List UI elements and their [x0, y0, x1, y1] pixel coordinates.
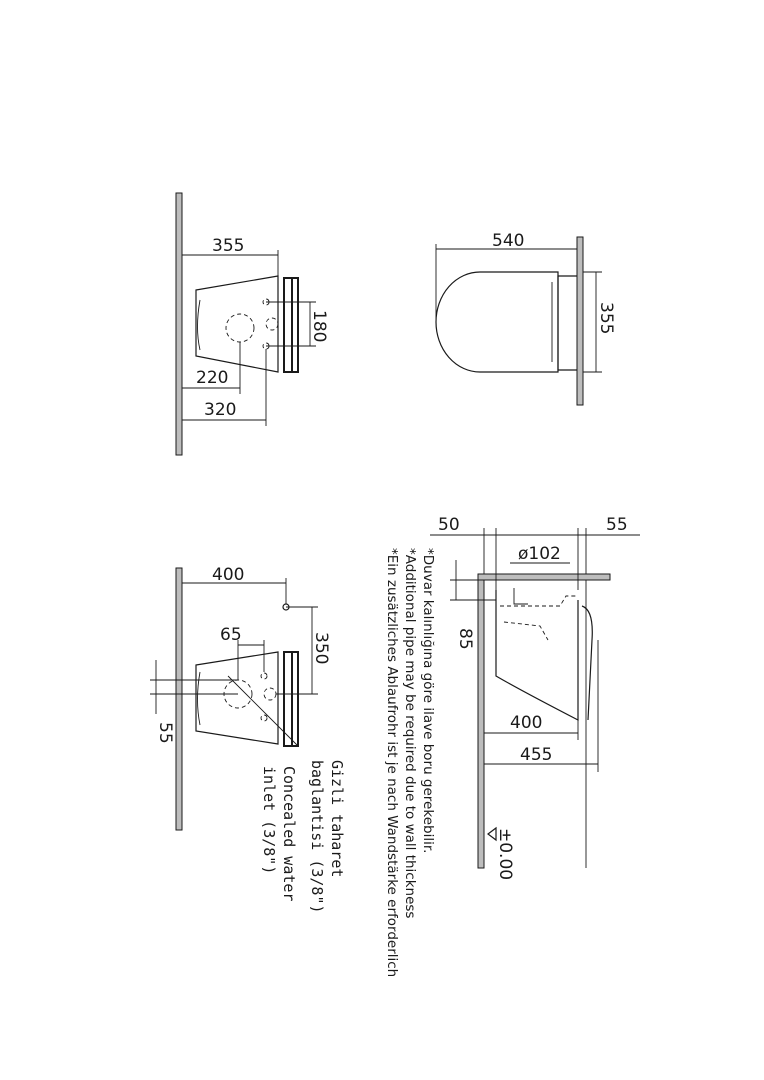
dim-455-label: 455: [520, 745, 553, 765]
seat-edge: [284, 652, 292, 746]
plan-view: [436, 231, 616, 405]
dim-400-label: 400: [212, 565, 245, 585]
dim-65-label: 65: [220, 625, 242, 645]
dim-55s-label: 55: [606, 515, 628, 535]
wall-hatch: [478, 578, 484, 868]
inlet-label-tr-1: Gizli taharet: [328, 760, 346, 878]
inlet-label-en-2: inlet (3/8"): [260, 766, 278, 875]
notes: [384, 548, 436, 977]
leader-line: [228, 676, 298, 746]
inlet-label: [260, 760, 346, 914]
pipe-dashed: [500, 596, 576, 606]
seat-cover: [292, 652, 298, 746]
floor-hatch: [478, 574, 610, 580]
dim-355-label: 355: [212, 236, 245, 256]
side-view-bottom: [150, 565, 331, 830]
tank-block: [558, 276, 577, 370]
bowl-plan-outline: [436, 272, 558, 372]
fix-hole-top: [261, 673, 267, 679]
side-view-top: [176, 193, 329, 455]
inlet-label-en-1: Concealed water: [280, 766, 298, 902]
dim-55-label: 55: [155, 722, 175, 744]
dim-350-label: 350: [311, 632, 331, 665]
drain-hole: [226, 314, 254, 342]
wall-hatch: [577, 237, 583, 405]
dim-180-label: 180: [309, 310, 329, 343]
wall-hatch: [176, 193, 182, 455]
note-tr: *Duvar kalınlığına göre ilave boru gerekebilir.: [420, 548, 436, 854]
inlet-hole: [266, 318, 278, 330]
inlet-pipe: [514, 588, 528, 604]
dim-400s-label: 400: [510, 713, 543, 733]
dim-540-label: 540: [492, 231, 525, 251]
inlet-label-tr-2: baglantisi (3/8"): [308, 760, 326, 914]
dim-355r-label: 355: [596, 302, 616, 335]
fix-hole-bottom: [261, 715, 267, 721]
level-label: ±0.00: [495, 828, 515, 881]
wall-hatch: [176, 568, 182, 830]
inlet-hole: [264, 688, 276, 700]
dim-85-label: 85: [455, 628, 475, 650]
level-triangle: [488, 828, 496, 840]
dim-320-label: 320: [204, 400, 237, 420]
seat-cover: [292, 278, 298, 372]
seat-profile: [582, 606, 592, 720]
bowl-section: [496, 590, 578, 720]
seat-edge: [284, 278, 292, 372]
dim-220-label: 220: [196, 368, 229, 388]
trap-dashed: [504, 622, 548, 640]
dim-50-label: 50: [438, 515, 460, 535]
bowl-curve: [198, 300, 201, 350]
note-de: *Ein zusätzliches Ablaufrohr ist je nach Wandstärke erforderlich: [384, 548, 400, 978]
note-en: *Additional pipe may be required due to wall thickness: [402, 548, 418, 919]
section-view: [430, 515, 640, 880]
bowl-outline: [196, 652, 278, 744]
dim-dia-label: ø102: [518, 544, 561, 564]
